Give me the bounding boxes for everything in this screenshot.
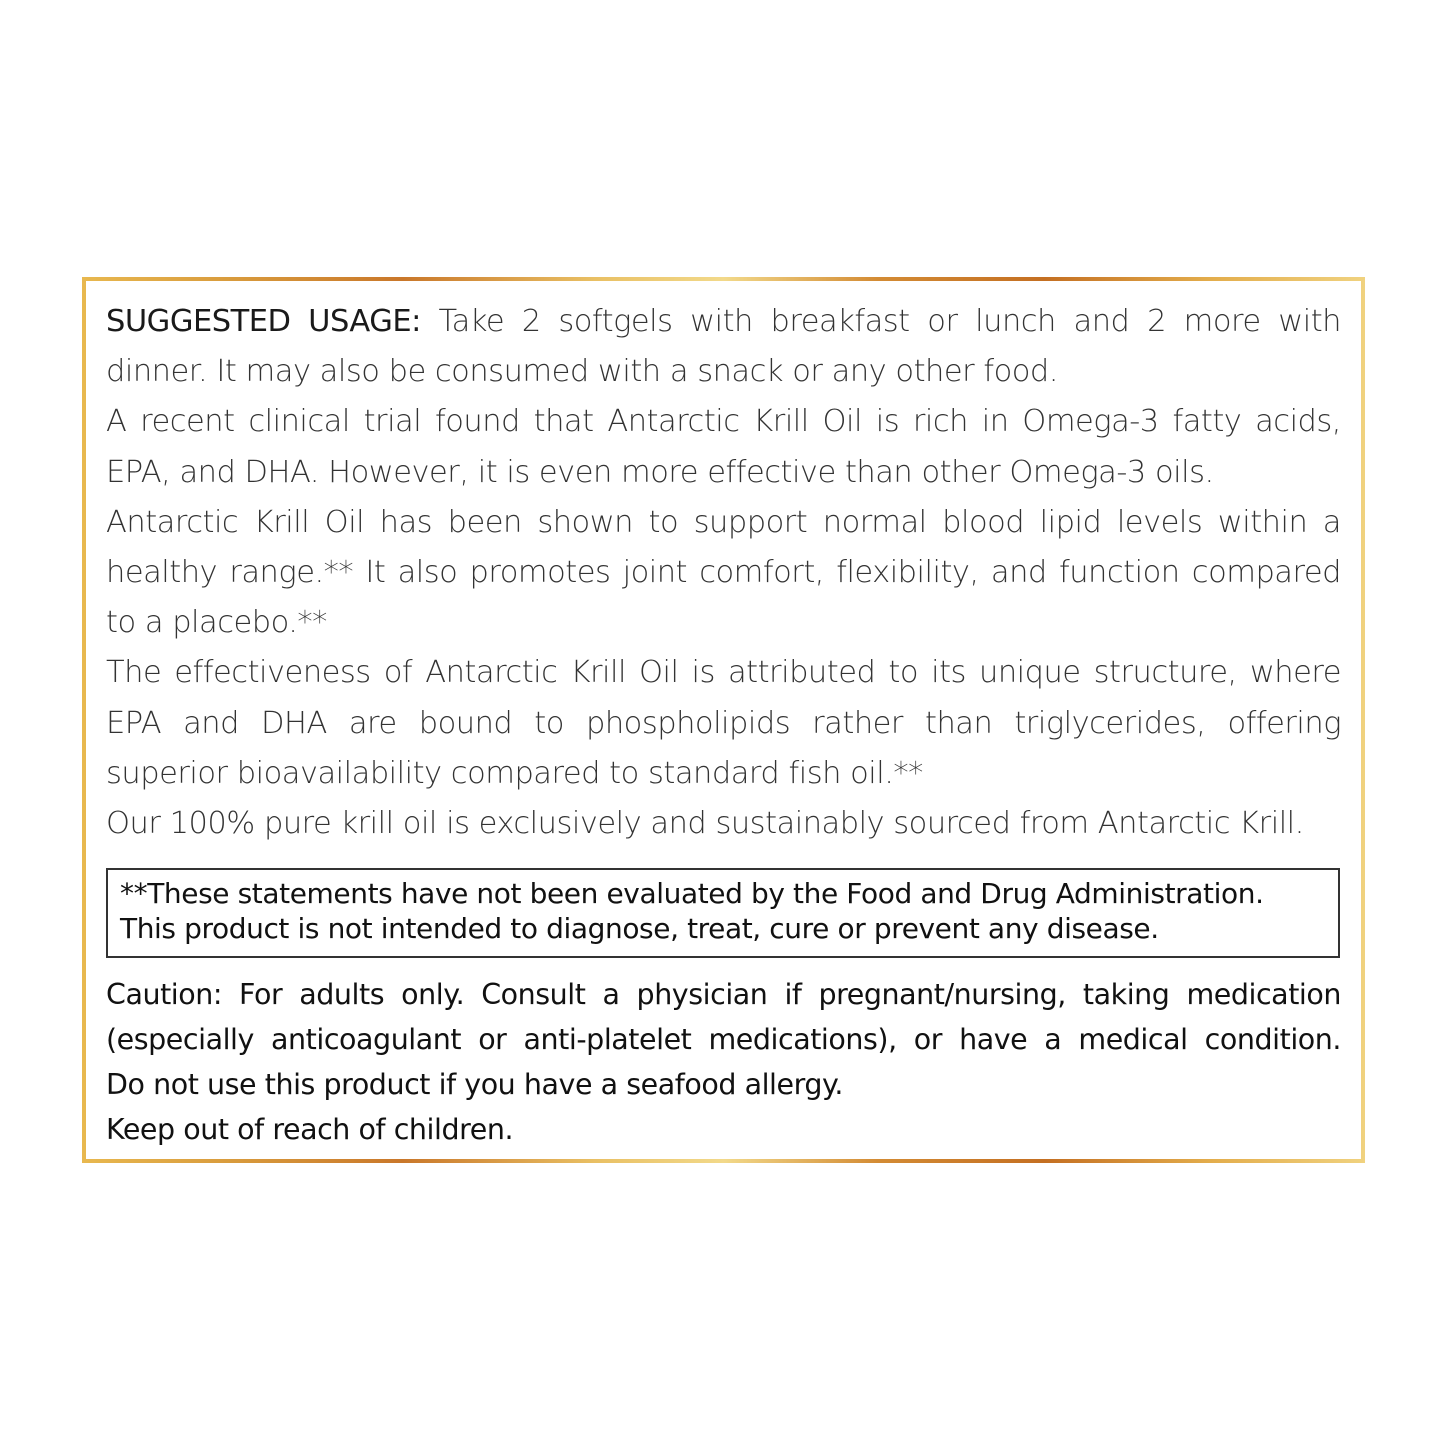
clinical-trial-paragraph: A recent clinical trial found that Antarctic Krill Oil is rich in Omega-3 fatty acids, EPA, and DHA. However, it is even more effective than other Omega-3 oils. bbox=[106, 404, 1341, 490]
caution-block bbox=[106, 972, 1341, 1152]
fda-disclaimer-line-1: **These statements have not been evaluated by the Food and Drug Administration. bbox=[120, 877, 1264, 911]
caution-line-3: Do not use this product if you have a seafood allergy. bbox=[106, 1068, 843, 1102]
suggested-usage-paragraph bbox=[106, 297, 1341, 397]
fda-disclaimer-box bbox=[106, 868, 1340, 958]
sourcing-paragraph: Our 100% pure krill oil is exclusively and sustainably sourced from Antarctic Krill. bbox=[106, 806, 1304, 842]
caution-line-1: Caution: For adults only. Consult a physician if pregnant/nursing, taking medication bbox=[106, 978, 1341, 1012]
suggested-usage-heading: SUGGESTED USAGE: bbox=[106, 304, 421, 339]
effectiveness-paragraph: The effectiveness of Antarctic Krill Oil is attributed to its unique structure, where EPA and DHA are bound to phospholipids rather than triglycerides, offering superior bioavailability compared to standard fish oil.** bbox=[106, 655, 1341, 791]
caution-line-4: Keep out of reach of children. bbox=[106, 1113, 514, 1147]
label-content bbox=[86, 281, 1361, 1159]
suggested-usage-text: Take 2 softgels with breakfast or lunch and 2 more with dinner. It may also be consumed with a snack or any other food. bbox=[106, 304, 1341, 390]
label-frame bbox=[82, 277, 1365, 1163]
fda-disclaimer-line-2: This product is not intended to diagnose, treat, cure or prevent any disease. bbox=[120, 912, 1159, 946]
blood-lipid-paragraph: Antarctic Krill Oil has been shown to support normal blood lipid levels within a healthy range.** It also promotes joint comfort, flexibility, and function compared to a placebo.** bbox=[106, 504, 1341, 641]
caution-line-2: (especially anticoagulant or anti-platelet medications), or have a medical condition. bbox=[106, 1023, 1341, 1057]
